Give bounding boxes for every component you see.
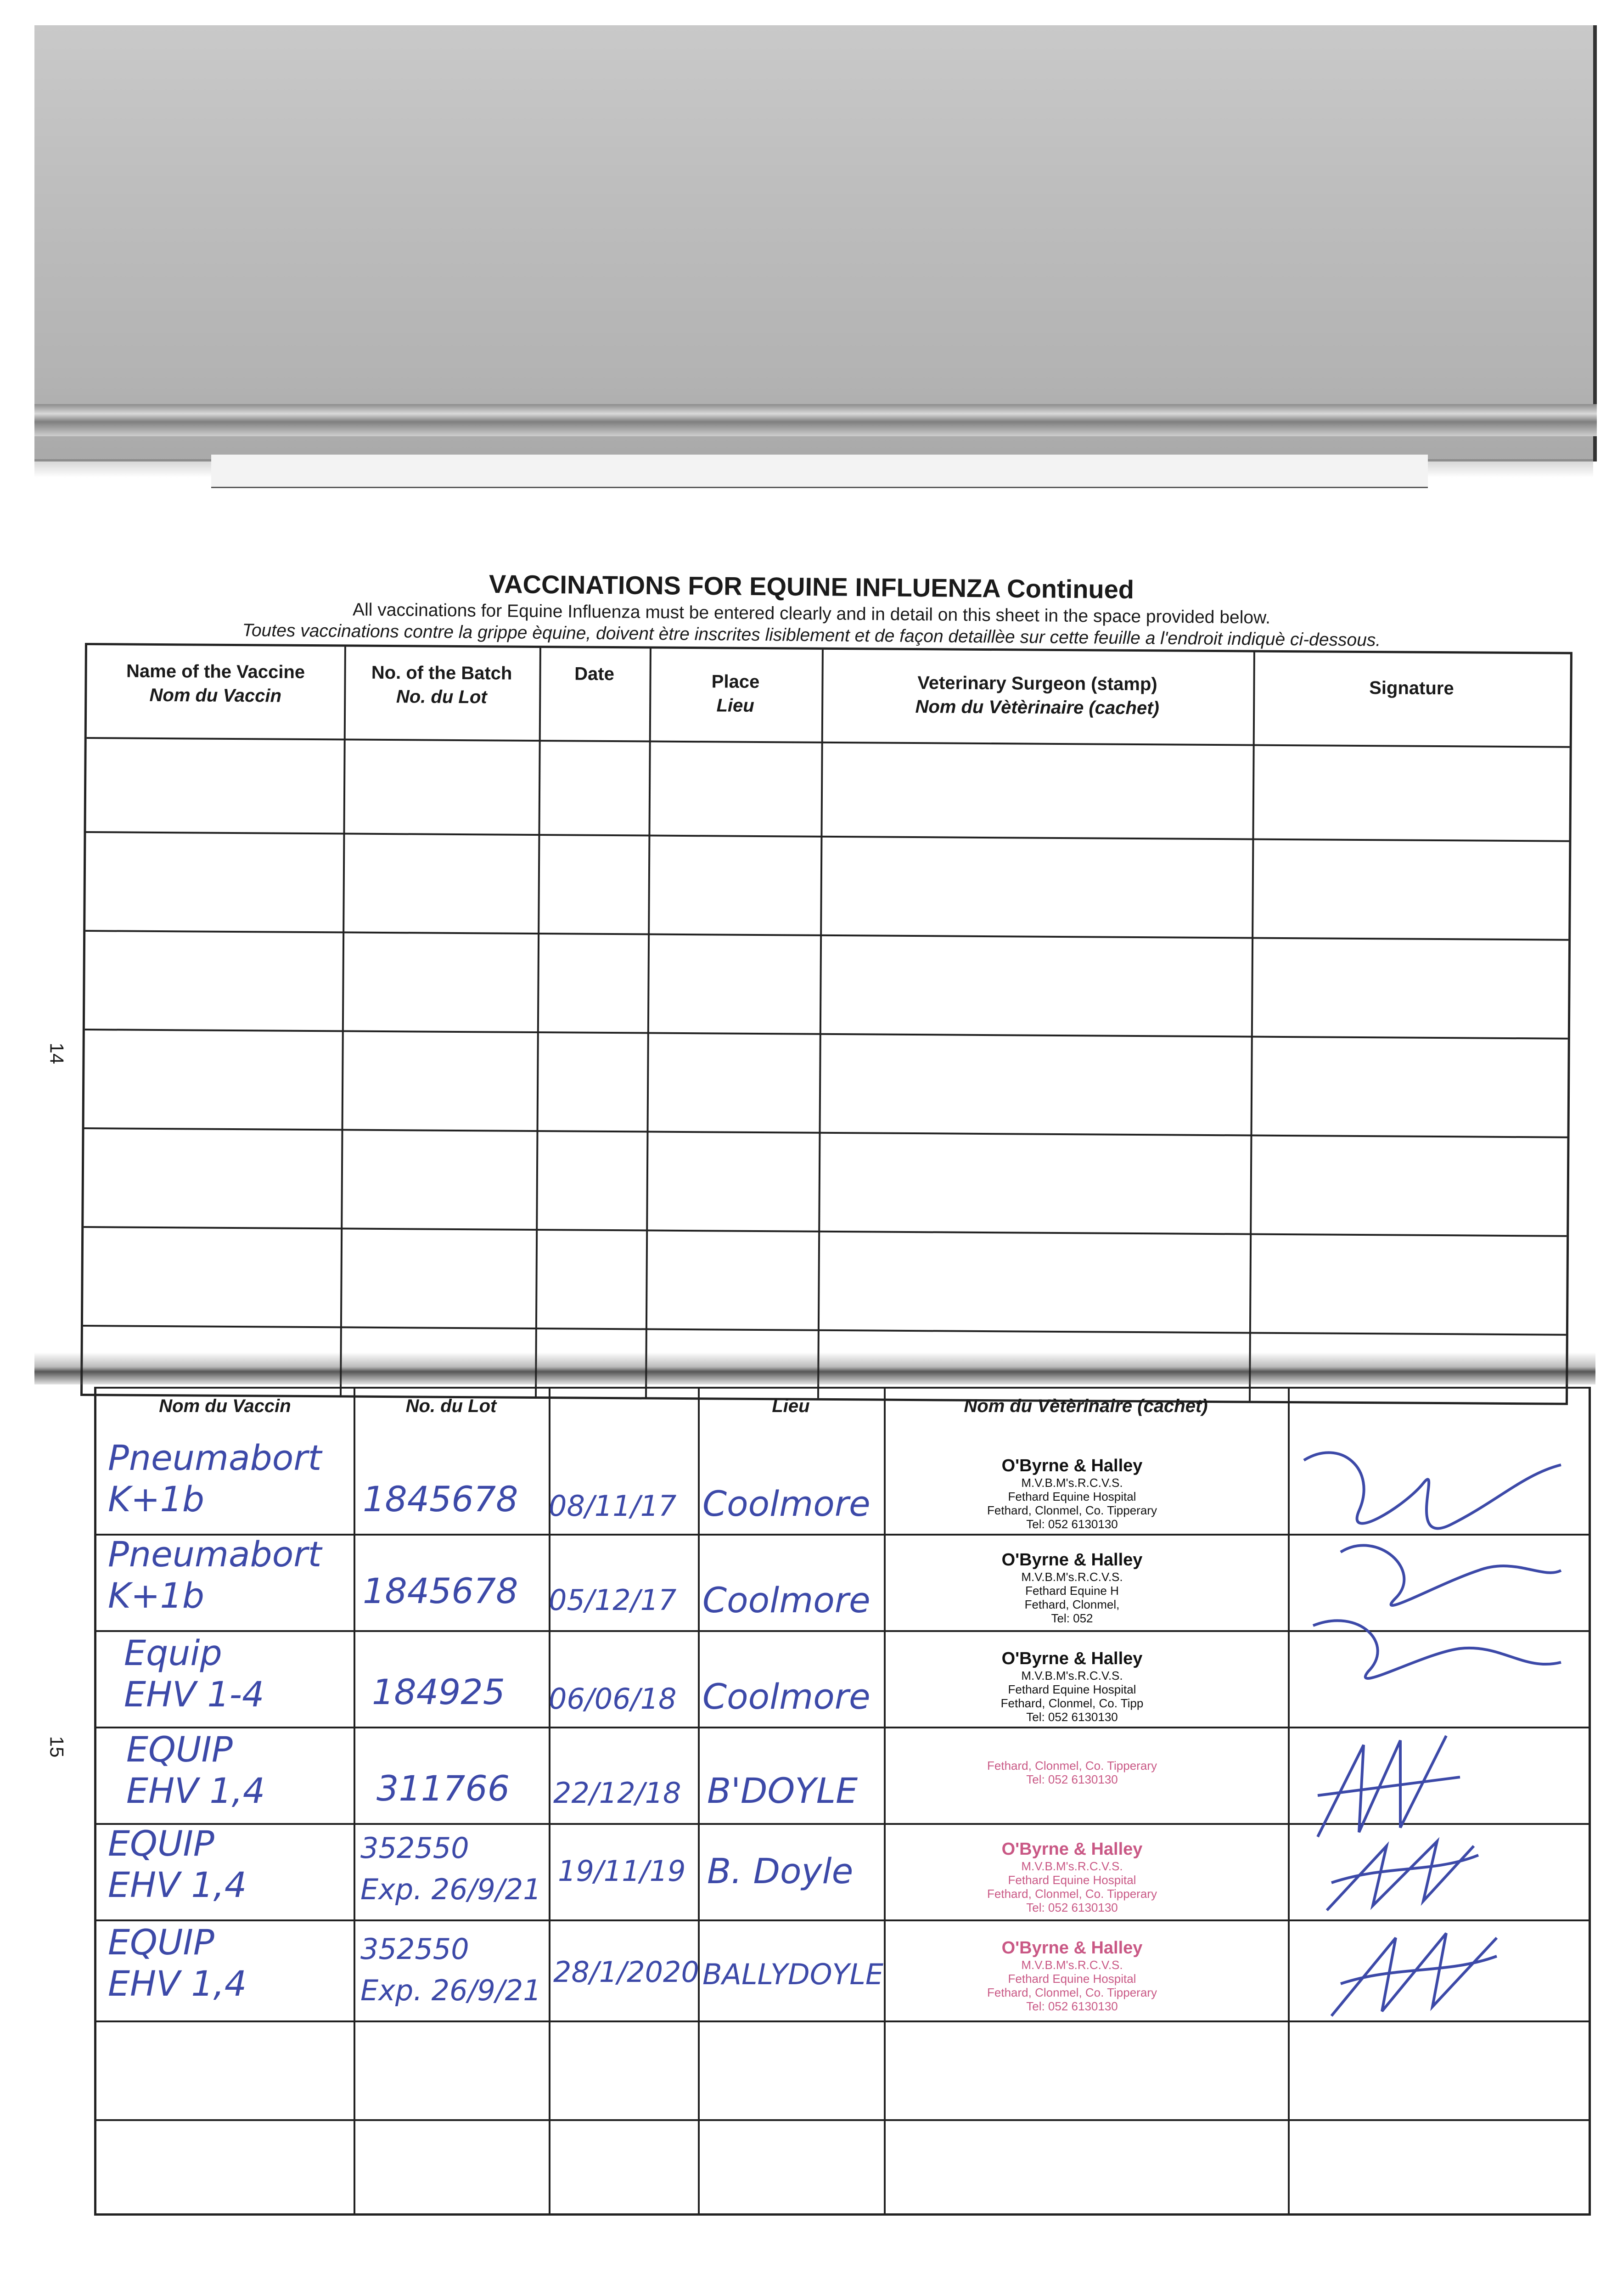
row1-batch: 1845678 [363, 1479, 518, 1519]
header-batch: No. of the Batch No. du Lot [371, 662, 512, 708]
row2-vet-stamp: O'Byrne & Halley M.V.B.M's.R.C.V.S. Fethard Equine H Fethard, Clonmel, Tel: 052 [1001, 1550, 1143, 1625]
row6-date: 28/1/2020 [553, 1955, 699, 1989]
row4-vaccine: EQUIP EHV 1,4 [126, 1729, 265, 1811]
row6-place: BALLYDOYLE [702, 1958, 884, 1991]
row2-place: Coolmore [702, 1580, 870, 1621]
row4-batch: 311766 [376, 1768, 510, 1809]
row1-place: Coolmore [702, 1483, 870, 1524]
row1-date: 08/11/17 [549, 1489, 677, 1523]
row5-date: 19/11/19 [558, 1854, 686, 1888]
row3-date: 06/06/18 [549, 1682, 677, 1716]
instructions-french: Toutes vaccinations contre la grippe èquine, doivent ètre inscrites lisiblement et de façon detaillèe sur cette feuille a l'endroit indiquè ci-dessous. [242, 620, 1381, 650]
lower-header-vet: Nom du Vètèrinaire (cachet) [964, 1396, 1208, 1416]
row4-place: B'DOYLE [707, 1770, 858, 1811]
header-place: Place Lieu [711, 671, 760, 716]
row1-vet-stamp: O'Byrne & Halley M.V.B.M's.R.C.V.S. Fethard Equine Hospital Fethard, Clonmel, Co. Tipperary Tel: 052 6130130 [987, 1456, 1157, 1531]
flap-edge [34, 404, 1597, 436]
flap-paper-strip [211, 455, 1428, 488]
row6-vaccine: EQUIP EHV 1,4 [108, 1922, 247, 2004]
row6-batch: 352550 Exp. 26/9/21 [360, 1932, 541, 2007]
signature-scribble-4 [1322, 1919, 1506, 2025]
scanned-flap [34, 25, 1597, 461]
row2-date: 05/12/17 [549, 1583, 677, 1617]
instructions-english: All vaccinations for Equine Influenza must be entered clearly and in detail on this sheet in the space provided below. [352, 600, 1271, 628]
page-number-14: 14 [46, 1042, 68, 1064]
row4-date: 22/12/18 [553, 1776, 681, 1810]
lower-header-vaccine: Nom du Vaccin [159, 1396, 291, 1416]
row2-vaccine: Pneumabort K+1b [108, 1534, 322, 1616]
page-number-15: 15 [46, 1736, 68, 1758]
signature-scribble-3 [1318, 1828, 1492, 1919]
row2-batch: 1845678 [363, 1570, 518, 1611]
row6-vet-stamp: O'Byrne & Halley M.V.B.M's.R.C.V.S. Fethard Equine Hospital Fethard, Clonmel, Co. Tipperary Tel: 052 6130130 [987, 1938, 1157, 2013]
row3-vaccine: Equip EHV 1-4 [124, 1632, 264, 1715]
header-vaccine: Name of the Vaccine Nom du Vaccin [126, 661, 305, 706]
signature-scribble-1 [1286, 1433, 1579, 1731]
page-title: VACCINATIONS FOR EQUINE INFLUENZA Continued [489, 569, 1134, 604]
header-vet: Veterinary Surgeon (stamp) Nom du Vètèrinaire (cachet) [915, 673, 1159, 719]
header-signature: Signature [1369, 678, 1454, 699]
row3-batch: 184925 [372, 1671, 505, 1712]
row4-vet-stamp: Fethard, Clonmel, Co. Tipperary Tel: 052 6130130 [987, 1759, 1157, 1786]
row5-vet-stamp: O'Byrne & Halley M.V.B.M's.R.C.V.S. Fethard Equine Hospital Fethard, Clonmel, Co. Tipperary Tel: 052 6130130 [987, 1840, 1157, 1914]
header-date: Date [574, 664, 615, 685]
row5-vaccine: EQUIP EHV 1,4 [108, 1823, 247, 1905]
lower-header-batch: No. du Lot [405, 1396, 497, 1416]
row3-vet-stamp: O'Byrne & Halley M.V.B.M's.R.C.V.S. Fethard Equine Hospital Fethard, Clonmel, Co. Tipp Tel: 052 6130130 [1000, 1649, 1144, 1724]
row3-place: Coolmore [702, 1676, 870, 1717]
row1-vaccine: Pneumabort K+1b [108, 1437, 322, 1519]
page-fold [34, 1352, 1595, 1384]
row5-place: B. Doyle [707, 1851, 854, 1891]
row5-batch: 352550 Exp. 26/9/21 [360, 1831, 541, 1906]
lower-header-place: Lieu [772, 1396, 810, 1416]
vaccination-table-upper [80, 643, 1572, 1405]
